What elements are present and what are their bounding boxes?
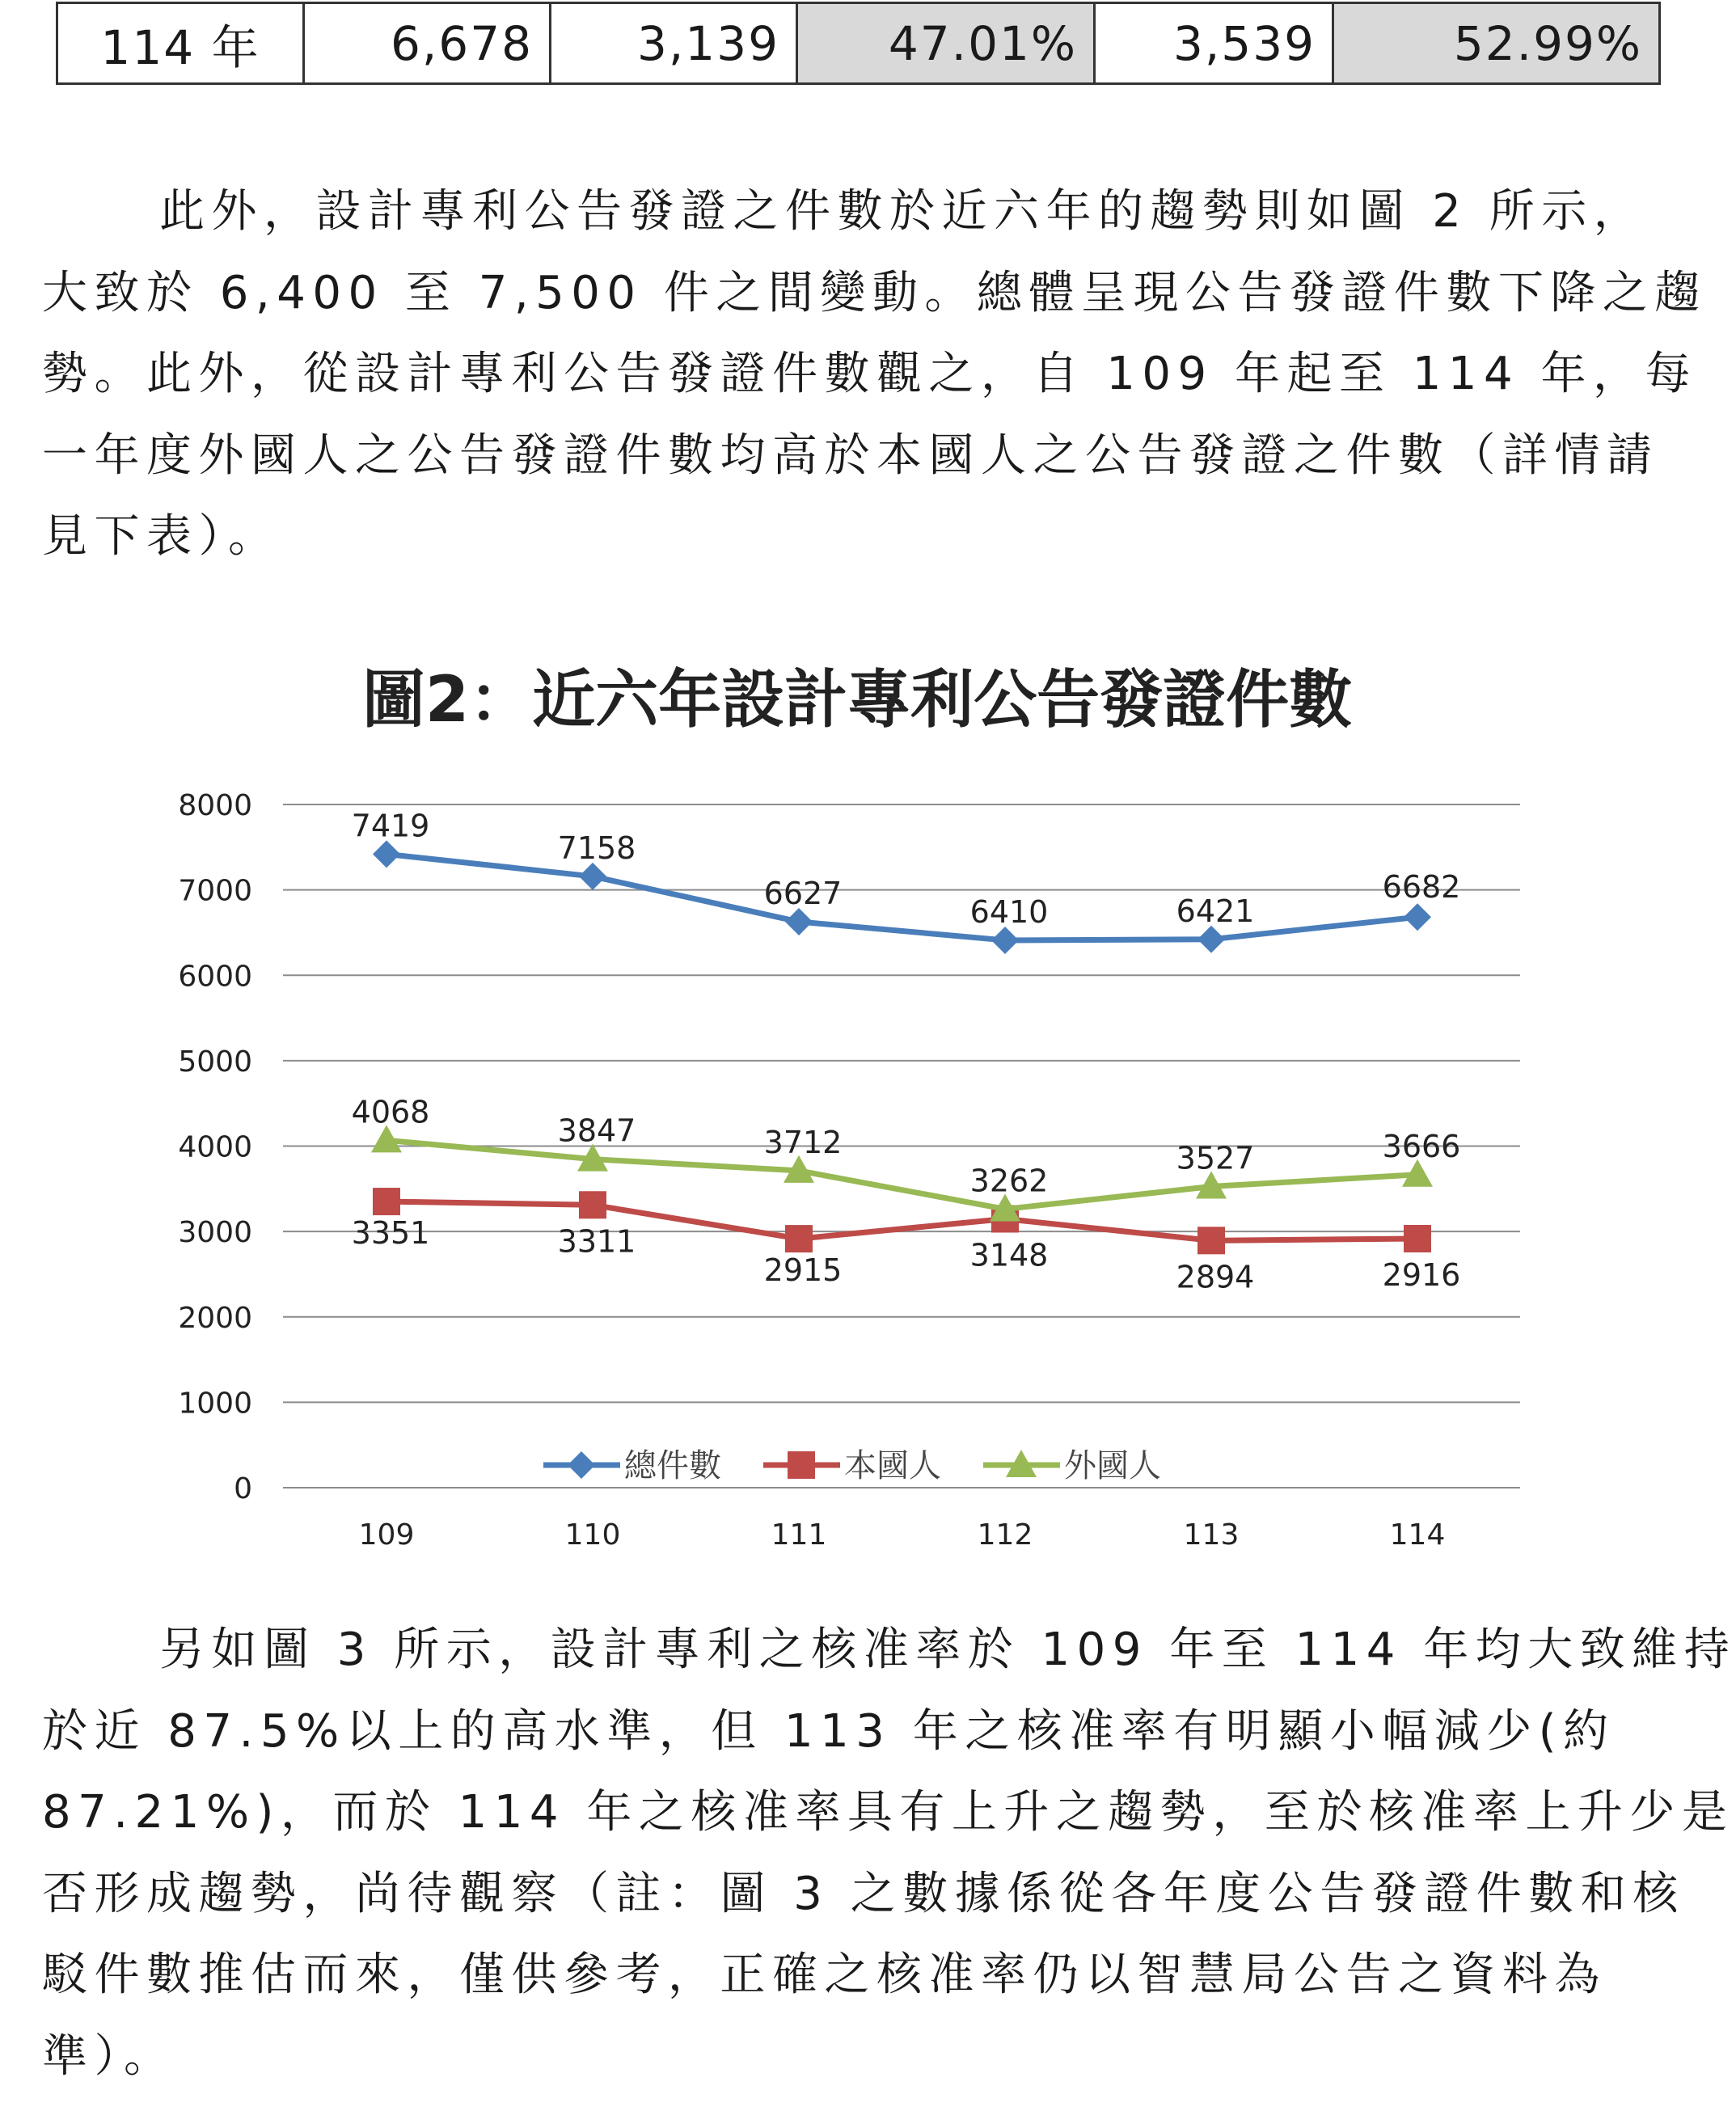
data-point-square <box>1197 1227 1225 1254</box>
paragraph-line: 見下表）。 <box>42 510 281 563</box>
series-line <box>386 1201 1417 1240</box>
paragraph-line: 大致於 6,400 至 7,500 件之間變動。總體呈現公告發證件數下降之趨 <box>42 266 1707 319</box>
data-point-diamond <box>1197 926 1225 953</box>
data-label: 6682 <box>1382 869 1461 906</box>
data-table-row <box>56 2 1661 85</box>
legend-label: 外國人 <box>1064 1447 1161 1484</box>
series-line <box>386 854 1417 940</box>
data-point-square <box>1404 1225 1431 1252</box>
data-label: 7419 <box>351 808 430 844</box>
foreign-percent-cell: 52.99% <box>1333 3 1660 84</box>
chart-series <box>352 808 1461 1294</box>
y-tick-label: 7000 <box>178 874 252 908</box>
domestic-cell: 3,139 <box>551 3 797 84</box>
data-label: 3847 <box>557 1113 636 1149</box>
y-tick-label: 5000 <box>178 1045 252 1079</box>
total-cell: 6,678 <box>304 3 551 84</box>
data-label: 2916 <box>1382 1256 1461 1293</box>
chart-title: 圖2：近六年設計專利公告發證件數 <box>361 664 1353 737</box>
data-label: 3262 <box>969 1163 1049 1199</box>
paragraph-line: 一年度外國人之公告發證件數均高於本國人之公告發證之件數（詳情請 <box>42 429 1659 482</box>
data-label: 3527 <box>1176 1140 1255 1176</box>
paragraph-line: 勢。此外，從設計專利公告發證件數觀之，自 109 年起至 114 年，每 <box>42 348 1697 400</box>
data-label: 2915 <box>763 1252 843 1289</box>
series-square <box>352 1188 1461 1294</box>
foreign-cell: 3,539 <box>1095 3 1333 84</box>
data-point-diamond <box>785 908 813 935</box>
paragraph-line: 準）。 <box>42 2029 176 2083</box>
data-label: 6410 <box>969 893 1049 930</box>
legend-item <box>543 1447 721 1484</box>
series-diamond <box>352 808 1461 954</box>
y-tick-label: 4000 <box>178 1130 252 1164</box>
legend-label: 本國人 <box>844 1447 941 1484</box>
x-tick-label: 114 <box>1389 1518 1446 1552</box>
year-cell: 114 年 <box>57 3 304 84</box>
data-point-diamond <box>373 840 400 868</box>
line-chart <box>0 647 1698 1552</box>
x-tick-label: 112 <box>977 1518 1033 1552</box>
paragraph-line: 87.21%)，而於 114 年之核准率具有上升之趨勢，至於核准率上升少是 <box>42 1786 1734 1839</box>
paragraph-line: 另如圖 3 所示，設計專利之核准率於 109 年至 114 年均大致維持 <box>159 1624 1736 1676</box>
legend-item <box>983 1447 1161 1484</box>
x-tick-label: 113 <box>1183 1518 1240 1552</box>
y-tick-label: 3000 <box>178 1216 252 1250</box>
data-point-diamond <box>568 1451 595 1479</box>
data-point-square <box>373 1188 400 1215</box>
domestic-percent-cell: 47.01% <box>797 3 1095 84</box>
paragraph-line: 此外，設計專利公告發證之件數於近六年的趨勢則如圖 2 所示， <box>159 185 1646 238</box>
data-label: 7158 <box>557 830 636 866</box>
paragraph-line: 駁件數推估而來，僅供參考，正確之核准率仍以智慧局公告之資料為 <box>42 1949 1607 2001</box>
y-tick-label: 0 <box>234 1472 252 1505</box>
paragraph-trend <box>42 171 1707 578</box>
data-point-diamond <box>991 927 1019 954</box>
data-label: 6421 <box>1176 893 1255 929</box>
x-tick-label: 110 <box>564 1518 621 1552</box>
data-label: 2894 <box>1176 1259 1255 1295</box>
paragraph-approval-rate <box>42 1610 1736 2097</box>
data-label: 4068 <box>351 1094 430 1130</box>
data-label: 3351 <box>351 1215 430 1252</box>
data-point-diamond <box>1404 903 1431 931</box>
data-point-square <box>579 1191 606 1218</box>
legend-item <box>763 1447 941 1484</box>
x-tick-label: 111 <box>771 1518 827 1552</box>
paragraph-line: 於近 87.5%以上的高水準，但 113 年之核准率有明顯小幅減少(約 <box>42 1704 1616 1758</box>
y-tick-label: 6000 <box>178 960 252 994</box>
chart-legend <box>543 1447 1161 1484</box>
data-label: 3712 <box>763 1124 843 1160</box>
chart-grid <box>178 789 1520 1552</box>
data-point-diamond <box>579 863 606 890</box>
paragraph-line: 否形成趨勢，尚待觀察（註：圖 3 之數據係從各年度公告發證件數和核 <box>42 1867 1685 1920</box>
x-tick-label: 109 <box>358 1518 415 1552</box>
series-line <box>386 1140 1417 1209</box>
y-tick-label: 8000 <box>178 789 252 822</box>
y-tick-label: 2000 <box>178 1301 252 1335</box>
legend-label: 總件數 <box>624 1447 721 1484</box>
data-label: 3148 <box>969 1237 1049 1273</box>
data-point-square <box>788 1451 815 1479</box>
y-tick-label: 1000 <box>178 1387 252 1421</box>
data-point-square <box>785 1225 813 1252</box>
data-label: 6627 <box>763 876 843 912</box>
data-label: 3311 <box>557 1223 636 1260</box>
data-label: 3666 <box>1382 1128 1461 1164</box>
table-row <box>57 3 1660 84</box>
